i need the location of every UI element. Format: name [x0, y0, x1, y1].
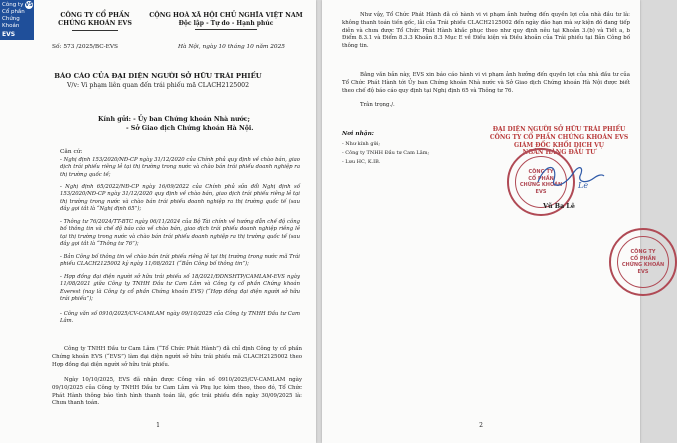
signature-text: Le	[578, 181, 589, 190]
seal-text: CHỨNG KHOÁN	[519, 182, 563, 188]
basis-item-text: Bản Công bố thông tin về chào bán trái phiếu riêng lẻ tại thị trường trong nước mã Trái phiếu CLACH2125002 ký ngày 11/08/2021 (“Bản Công bố thông tin”);	[60, 254, 300, 268]
header-divider-right	[195, 29, 257, 30]
signer-name: Vũ Ba Lê	[543, 203, 575, 210]
basis-item-text: Nghị định 65/2022/NĐ-CP ngày 16/09/2022 của Chính phủ sửa đổi Nghị định số 153/2020/NĐ-CP ngày 31/12/2020 quy định về chào bán, giao dịch trái phiếu riêng lẻ tại thị trường trong nước và chào bán trái phiếu doanh nghiệp ra thị trường quốc tế (sau đây gọi tắt là “Nghị định 65”);	[60, 184, 300, 213]
logo-brand: EVS	[2, 30, 16, 38]
basis-item-text: Nghị định 153/2020/NĐ-CP ngày 31/12/2020 của Chính phủ quy định về chào bán, giao dịch trái phiếu riêng lẻ tại thị trường trong nước và chào bán trái phiếu doanh nghiệp ra thị trường quốc tế;	[60, 157, 300, 178]
national-header: CỘNG HOÀ XÃ HỘI CHỦ NGHĨA VIỆT NAM	[149, 12, 303, 19]
basis-item: - Công văn số 0910/2025/CV-CAMLAM ngày 09/10/2025 của Công ty TNHH Đầu tư Cam Lâm.	[60, 311, 300, 325]
basis-item: - Hợp đồng đại diện người sở hữu trái phiếu số 18/2021/ĐDNSHTP/CAMLAM-EVS ngày 11/08/2021 giữa Công ty TNHH Đầu tư Cam Lâm và Công ty cổ phần Chứng khoán Everest (nay là Công ty cổ phần Chứng khoán EVS) (“Hợp đồng đại diện người sở hữu trái phiếu”);	[60, 274, 300, 303]
document-page-2	[322, 0, 665, 443]
signer-title-line: NGÂN HÀNG ĐẦU TƯ	[522, 149, 596, 157]
basis-item: - Thông tư 76/2024/TT-BTC ngày 06/11/2024 của Bộ Tài chính về hướng dẫn chế độ công bố thông tin và chế độ báo cáo về chào bán, giao dịch trái phiếu doanh nghiệp riêng lẻ tại thị trường trong nước và chào bán trái phiếu doanh nghiệp ra thị trường quốc tế (sau đây gọi tắt là “Thông tư 76”);	[60, 219, 300, 248]
page-number-2: 2	[479, 421, 483, 429]
basis-item-text: Hợp đồng đại diện người sở hữu trái phiếu số 18/2021/ĐDNSHTP/CAMLAM-EVS ngày 11/08/2021 giữa Công ty TNHH Đầu tư Cam Lâm và Công ty cổ phần Chứng khoán Everest (nay là Công ty cổ phần Chứng khoán EVS) (“Hợp đồng đại diện người sở hữu trái phiếu”);	[60, 274, 300, 303]
logo-text-line4: Khoán	[2, 22, 20, 29]
body-paragraph-1: Công ty TNHH Đầu tư Cam Lâm (“Tổ Chức Phát Hành”) đã chỉ định Công ty cổ phần Chứng khoán EVS (“EVS”) làm đại diện người sở hữu trái phiếu mã CLACH2125002 theo Hợp đồng đại diện người sở hữu trái phiếu.	[52, 346, 302, 368]
edge-seal-inner-ring	[617, 236, 669, 288]
edge-seal-text: CHỨNG KHOÁN	[621, 262, 665, 268]
recipients-label: Nơi nhận:	[342, 131, 374, 137]
recipient-item: - Lưu HC, K.IB.	[342, 159, 381, 165]
recipient-item: - Công ty TNHH Đầu tư Cam Lâm;	[342, 150, 430, 156]
signer-title-line: CÔNG TY CỔ PHẦN CHỨNG KHOÁN EVS	[489, 133, 629, 141]
edge-seal-text: CỔ PHẦN	[630, 255, 656, 262]
basis-item-text: Thông tư 76/2024/TT-BTC ngày 06/11/2024 của Bộ Tài chính về hướng dẫn chế độ công bố thông tin và chế độ báo cáo về chào bán, giao dịch trái phiếu doanh nghiệp riêng lẻ tại thị trường trong nước và chào bán trái phiếu doanh nghiệp ra thị trường quốc tế (sau đây gọi tắt là “Thông tư 76”);	[60, 219, 300, 248]
handwritten-signature	[534, 158, 608, 194]
document-page-1	[0, 0, 316, 443]
recipient-line-1: Kính gửi: - Ủy ban Chứng khoán Nhà nước;	[98, 116, 250, 123]
company-header-line2: CHỨNG KHOÁN EVS	[58, 19, 132, 27]
page2-paragraph-2: Bằng văn bản này, EVS xin báo cáo hành vi vi phạm ảnh hưởng đến quyền lợi của nhà đầu tư của Tổ Chức Phát Hành tới Ủy ban Chứng khoán Nhà nước và Sở Giao dịch Chứng khoán Hà Nội được biết theo chế độ báo cáo quy định tại Nghị định 65 và Thông tư 76.	[342, 72, 630, 94]
edge-seal-text: EVS	[637, 268, 649, 275]
basis-item-text: Công văn số 0910/2025/CV-CAMLAM ngày 09/10/2025 của Công ty TNHH Đầu tư Cam Lâm.	[60, 311, 300, 325]
page-edge-seal-stamp	[609, 228, 677, 296]
edge-seal-text: CÔNG TY	[630, 249, 656, 255]
place-date: Hà Nội, ngày 10 tháng 10 năm 2025	[178, 44, 285, 50]
seal-text: CÔNG TY	[528, 169, 554, 175]
logo-text-line2: Cổ phần	[2, 8, 25, 15]
signer-title-line: GIÁM ĐỐC KHỐI DỊCH VỤ	[513, 141, 605, 149]
logo-badge: VS	[25, 2, 33, 8]
recipient-line-2: - Sở Giao dịch Chứng khoán Hà Nội.	[126, 125, 254, 132]
document-title: BÁO CÁO CỦA ĐẠI DIỆN NGƯỜI SỞ HỮU TRÁI PHIẾU	[54, 72, 262, 80]
document-subject: V/v: Vi phạm liên quan đến trái phiếu mã CLACH2125002	[66, 82, 250, 89]
basis-item: - Nghị định 65/2022/NĐ-CP ngày 16/09/2022 của Chính phủ sửa đổi Nghị định số 153/2020/NĐ-CP ngày 31/12/2020 quy định về chào bán, giao dịch trái phiếu riêng lẻ tại thị trường trong nước và chào bán trái phiếu doanh nghiệp ra thị trường quốc tế (sau đây gọi tắt là “Nghị định 65”);	[60, 184, 300, 213]
signature-stroke	[538, 168, 604, 186]
signer-title-line: ĐẠI DIỆN NGƯỜI SỞ HỮU TRÁI PHIẾU	[492, 126, 626, 133]
header-divider-left	[72, 30, 118, 31]
logo-text-line3: Chứng	[2, 15, 20, 22]
basis-label: Căn cứ:	[60, 149, 83, 155]
page2-paragraph-1: Như vậy, Tổ Chức Phát Hành đã có hành vi vi phạm ảnh hưởng đến quyền lợi của nhà đầu tư là: không thanh toán tiền gốc, lãi của Trái phiếu CLACH2125002 đến ngày đáo hạn mà sự kiện đó đang tiếp diễn và chưa được Tổ Chức Phát Hành khắc phục theo như quy định nêu tại Khoản 3.(b) và Tiết a, b Điểm 8.3.1 và Điểm 8.3.3 Khoản 8.3 Mục E về Điều kiện và Điều khoản của Trái phiếu tại Bản Công bố thông tin.	[342, 12, 630, 50]
closing-phrase: Trân trọng./.	[360, 102, 395, 108]
basis-item: - Nghị định 153/2020/NĐ-CP ngày 31/12/2020 của Chính phủ quy định về chào bán, giao dịch trái phiếu riêng lẻ tại thị trường trong nước và chào bán trái phiếu doanh nghiệp ra thị trường quốc tế;	[60, 157, 300, 178]
company-header-line1: CÔNG TY CỔ PHẦN	[60, 12, 130, 19]
company-header	[40, 12, 150, 28]
company-logo	[0, 0, 34, 40]
seal-text: EVS	[535, 188, 547, 195]
recipient-item: - Như kính gửi;	[342, 141, 381, 147]
seal-text: CỔ PHẦN	[528, 175, 554, 182]
document-number: Số: 573 /2025/BC-EVS	[52, 44, 119, 50]
logo-text-line1: Công ty	[2, 2, 24, 8]
page-number-1: 1	[156, 421, 160, 429]
national-motto: Độc lập - Tự do - Hạnh phúc	[178, 20, 274, 27]
body-paragraph-2: Ngày 10/10/2025, EVS đã nhận được Công văn số 0910/2025/CV-CAMLAM ngày 09/10/2025 của Công ty TNHH Đầu tư Cam Lâm và Phụ lục kèm theo, theo đó, Tổ Chức Phát Hành thông báo tình hình thanh toán lãi, gốc trái phiếu đến ngày 30/09/2025 là: Chưa thanh toán.	[52, 377, 302, 407]
basis-item: - Bản Công bố thông tin về chào bán trái phiếu riêng lẻ tại thị trường trong nước mã Trái phiếu CLACH2125002 ký ngày 11/08/2021 (“Bản Công bố thông tin”);	[60, 254, 300, 268]
